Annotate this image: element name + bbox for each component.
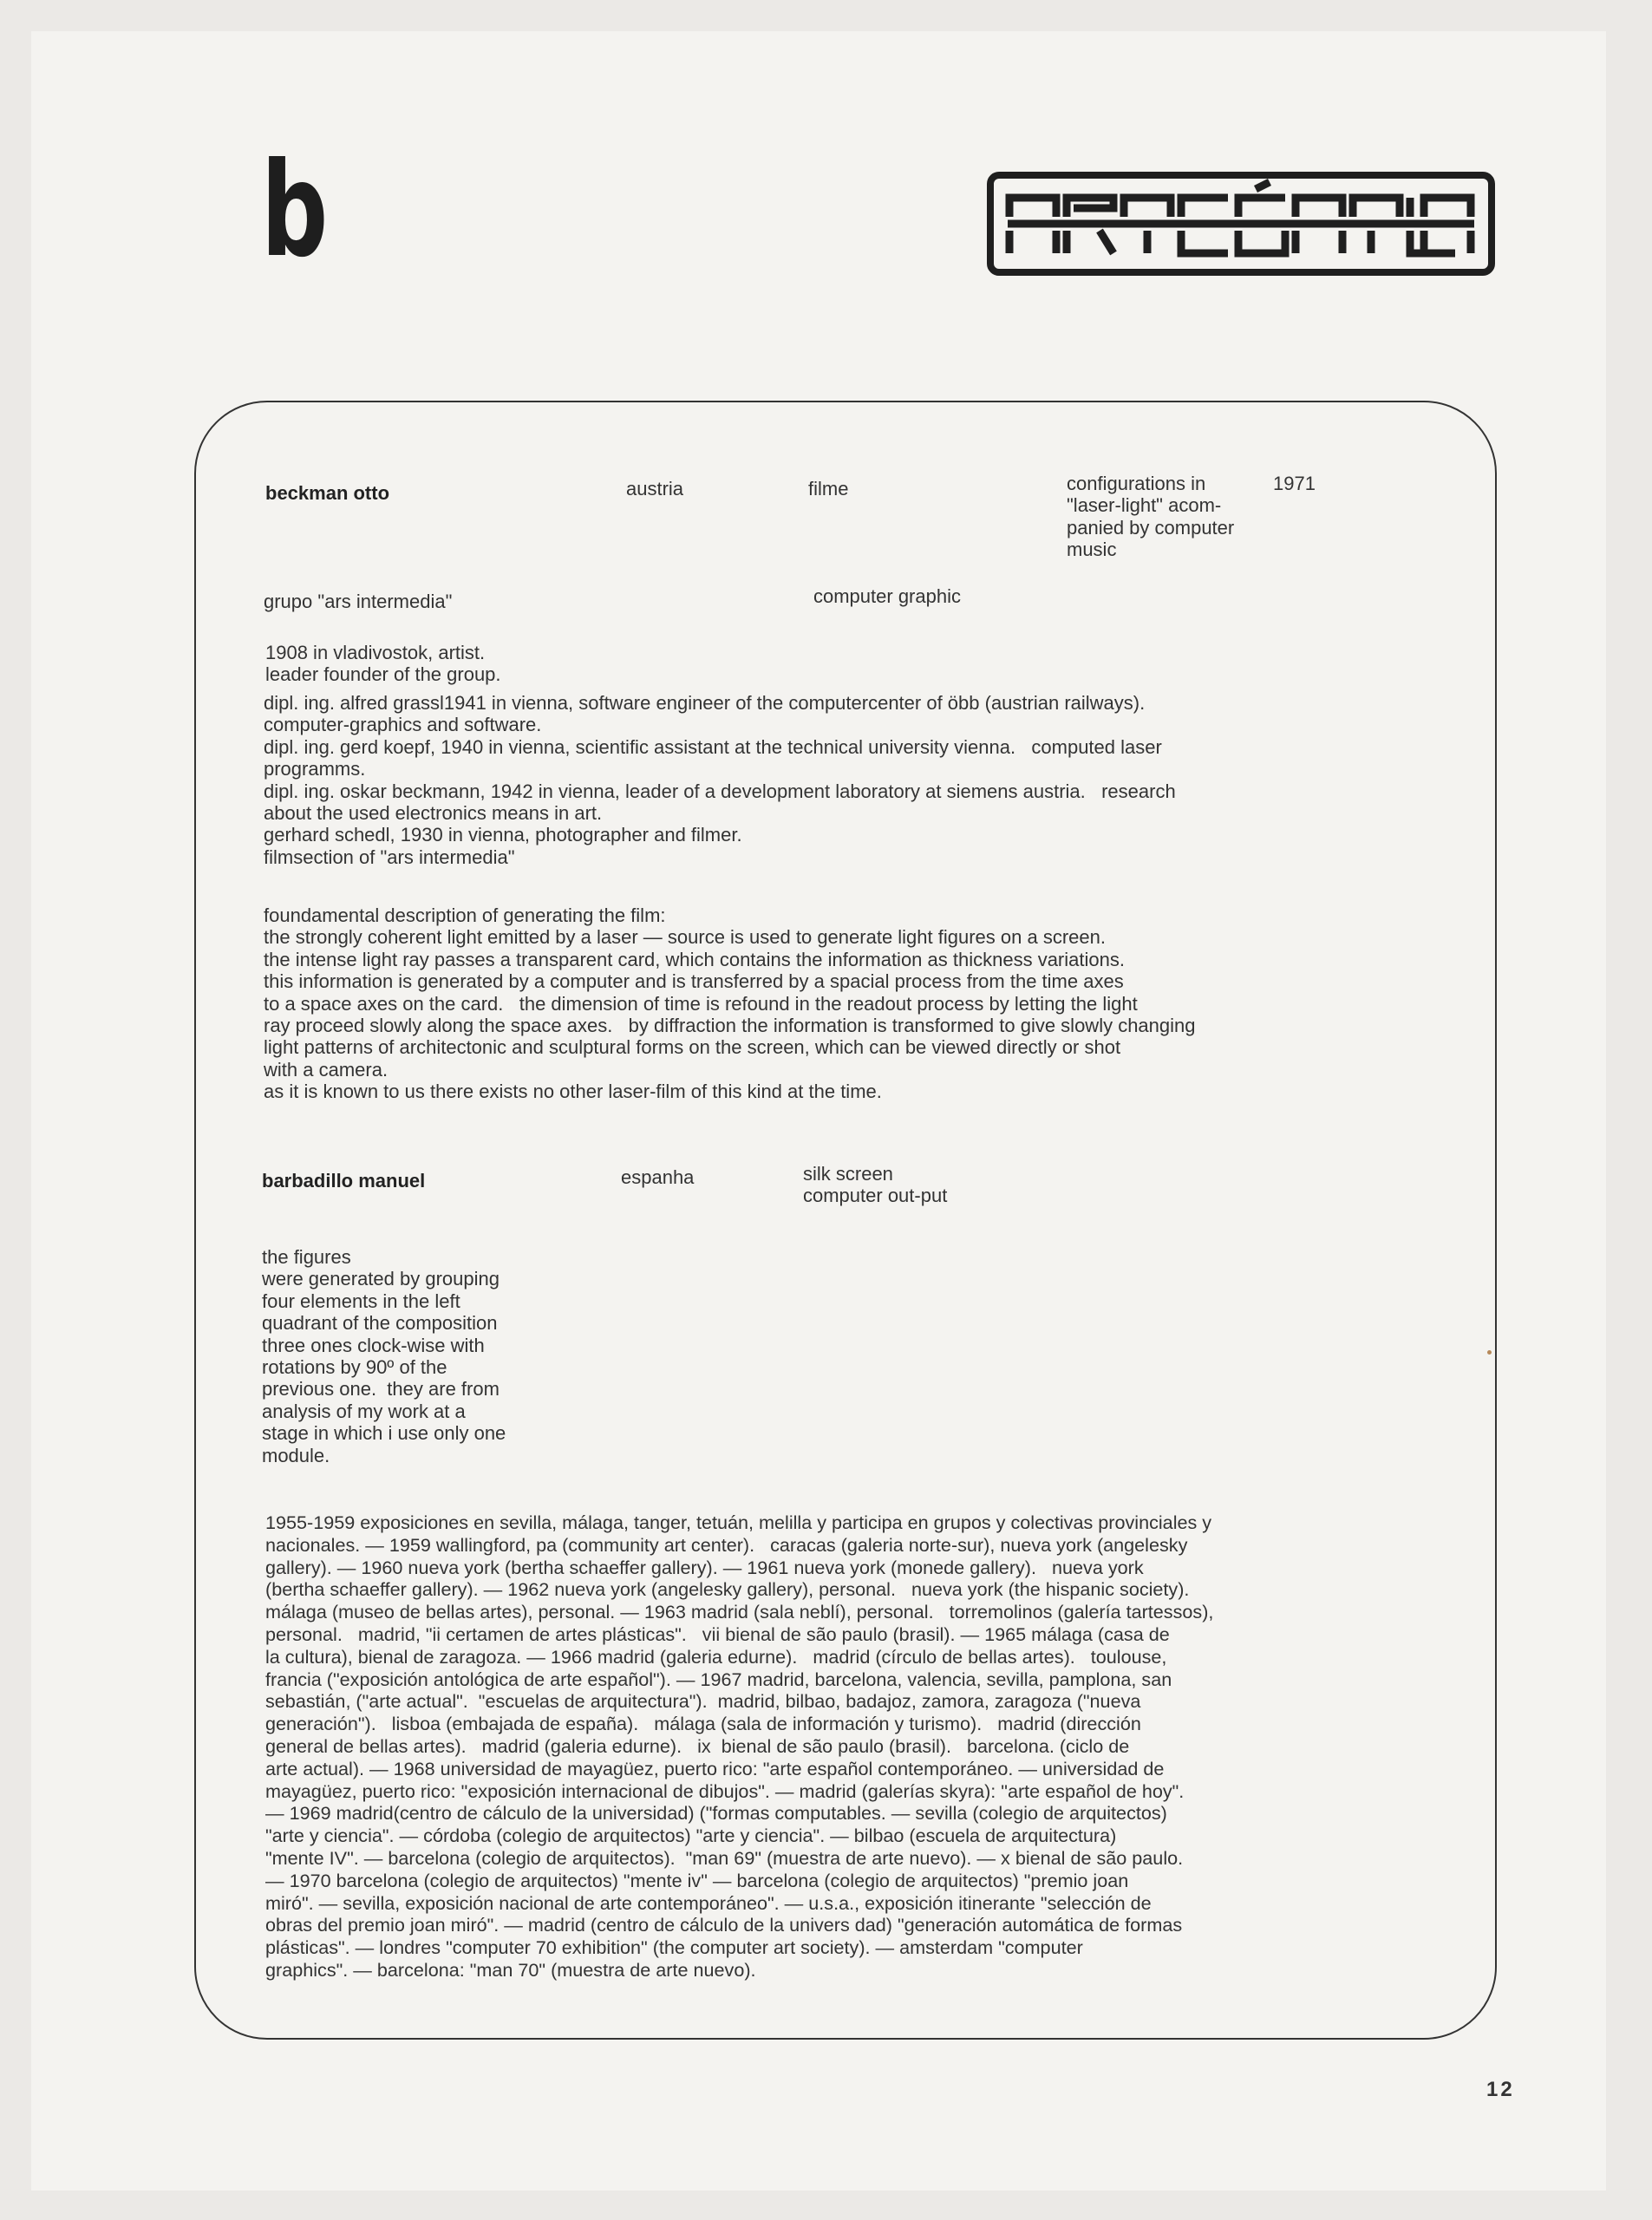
artist-country: espanha <box>621 1166 695 1188</box>
paper-speck <box>1487 1350 1492 1355</box>
artist-name: beckman otto <box>265 482 390 504</box>
film-description: foundamental description of generating the film: the strongly coherent light emitted by a laser — source is used to generate light figures on a screen. the intense light ray passes a transparent card, which contains the information as thickness variations. this information is generated by a computer and is transferred by a spacial process from the time axes to a space axes on the card. the dimension of time is refound in the readout process by letting the light ray proceed slowly along the space axes. by diffraction the information is transformed to give slowly changing light patterns of architectonic and sculptural forms on the screen, which can be viewed directly or shot with a camera. as it is known to us there exists no other laser-film of this kind at the time. <box>264 904 1196 1103</box>
section-letter: b <box>261 135 326 286</box>
artist-medium: filme <box>808 478 849 500</box>
artist-statement: the figures were generated by grouping four elements in the left quadrant of the composition three ones clock-wise with rotations by 90º of the previous one. they are from analysis of my work at a stage in which i use only one module. <box>262 1246 506 1466</box>
group-label: grupo "ars intermedia" <box>264 591 453 612</box>
work-year: 1971 <box>1273 473 1316 494</box>
arteonica-logo <box>987 172 1495 276</box>
artist-name: barbadillo manuel <box>262 1170 426 1192</box>
artist-bio: 1908 in vladivostok, artist. leader founder of the group. <box>265 642 501 686</box>
artist-country: austria <box>626 478 684 500</box>
artist-medium: silk screen computer out-put <box>803 1163 948 1207</box>
work-title: configurations in "laser-light" acom- panied by computer music <box>1067 473 1235 561</box>
group-medium: computer graphic <box>813 585 961 607</box>
group-members: dipl. ing. alfred grassl1941 in vienna, software engineer of the computercenter of öbb (austrian railways). computer-graphics and software. dipl. ing. gerd koepf, 1940 in vienna, scientific assistant at the technical university vienna. computed laser programms. dipl. ing. oskar beckmann, 1942 in vienna, leader of a development laboratory at siemens austria. research about the used electronics means in art. gerhard schedl, 1930 in vienna, photographer and filmer. filmsection of "ars intermedia" <box>264 692 1176 868</box>
page-number: 12 <box>1486 2078 1515 2101</box>
exhibition-history: 1955-1959 exposiciones en sevilla, málaga, tanger, tetuán, melilla y participa en grupos y colectivas provinciales y nacionales. — 1959 wallingford, pa (community art center). caracas (galeria norte-sur), nueva york (angelesky gallery). — 1960 nueva york (bertha schaeffer gallery). — 1961 nueva york (monede gallery). nueva york (bertha schaeffer gallery). — 1962 nueva york (angelesky gallery), personal. nueva york (the hispanic society). málaga (museo de bellas artes), personal. — 1963 madrid (sala neblí), personal. torremolinos (galería tartessos), personal. madrid, "ii certamen de artes plásticas". vii bienal de são paulo (brasil). — 1965 málaga (casa de la cultura), bienal de zaragoza. — 1966 madrid (galeria edurne). madrid (círculo de bellas artes). toulouse, francia ("exposición antológica de arte español"). — 1967 madrid, barcelona, valencia, sevilla, pamplona, san sebastián, ("arte actual". "escuelas de arquitectura"). madrid, bilbao, badajoz, zamora, zaragoza ("nueva generación"). lisboa (embajada de españa). málaga (sala de información y turismo). madrid (dirección general de bellas artes). madrid (galeria edurne). ix bienal de são paulo (brasil). barcelona. (ciclo de arte actual). — 1968 universidad de mayagüez, puerto rico: "arte español contemporáneo. — universidad de mayagüez, puerto rico: "exposición internacional de dibujos". — madrid (galerías skyra): "arte español de hoy". — 1969 madrid(centro de cálculo de la universidad) ("formas computables. — sevilla (colegio de arquitectos) "arte y ciencia". — córdoba (colegio de arquitectos) "arte y ciencia". — bilbao (escuela de arquitectura) "mente IV". — barcelona (colegio de arquitectos). "man 69" (muestra de arte nuevo). — x bienal de são paulo. — 1970 barcelona (colegio de arquitectos) "mente iv" — barcelona (colegio de arquitectos) "premio joan miró". — sevilla, exposición nacional de arte contemporáneo". — u.s.a., exposición itinerante "selección de obras del premio joan miró". — madrid (centro de cálculo de la univers dad) "generación automática de formas plásticas". — londres "computer 70 exhibition" (the computer art society). — amsterdam "computer graphics". — barcelona: "man 70" (muestra de arte nuevo). <box>265 1512 1214 1981</box>
